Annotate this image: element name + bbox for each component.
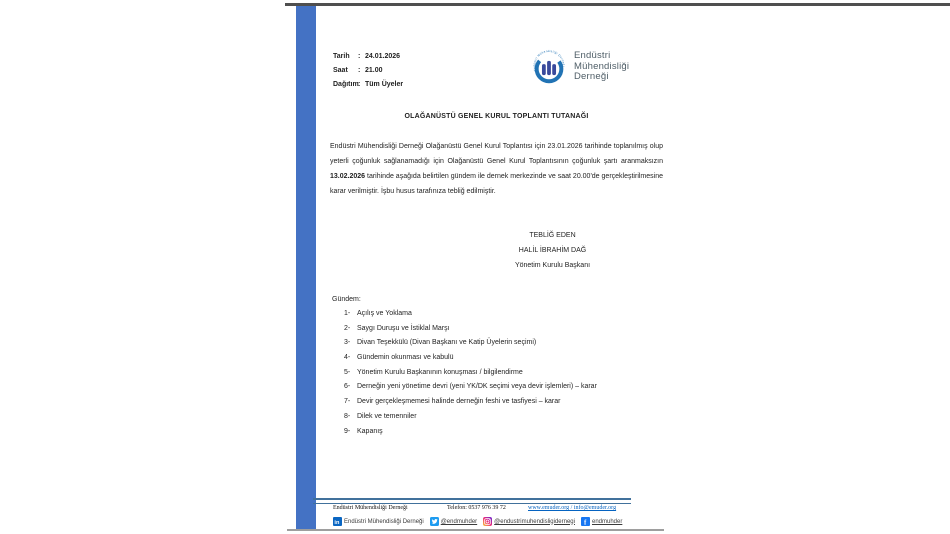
meta-separator: : [358, 80, 361, 88]
logo-arc-text: Endüstri Mühendisliği Derneği [532, 48, 566, 72]
social-item-facebook [581, 517, 622, 526]
svg-text:in: in [334, 520, 340, 526]
meta-separator: : [358, 53, 361, 60]
page-bottom-border [287, 529, 664, 531]
page-top-border [285, 3, 950, 6]
org-logo [530, 48, 629, 86]
agenda-item-number: 9- [344, 427, 351, 435]
meta-label: Dağıtım [333, 80, 359, 88]
meta-row [333, 53, 403, 67]
paragraph-text-before: Endüstri Mühendisliği Derneği Olağanüstü Genel Kurul Toplantısı için 23.01.2026 tarihinde toplanılmış olup yeterli çoğunluk sağlanamadığı için Olağanüstü Genel Kurul Toplantısının çoğunluk şartı aranmaksızın [330, 143, 663, 165]
agenda-item-number: 5- [344, 368, 351, 376]
agenda-item [344, 398, 597, 405]
svg-text:f: f [583, 518, 587, 526]
social-item-twitter [430, 517, 477, 526]
agenda-item [344, 369, 597, 376]
agenda-item-text: Devir gerçekleşmemesi halinde derneğin feshi ve tasfiyesi – karar [357, 398, 561, 406]
footer-org-name: Endüstri Mühendisliği Derneği [333, 505, 408, 511]
agenda-item [344, 339, 597, 346]
agenda-item [344, 310, 597, 317]
meta-separator: : [358, 66, 361, 74]
meta-value: 24.01.2026 [365, 53, 401, 60]
footer-phone: Telefon: 0537 976 39 72 [447, 505, 506, 511]
signature-heading: TEBLİĞ EDEN [529, 232, 576, 239]
footer-divider [313, 498, 631, 504]
footer-website-link[interactable]: www.emuder.org / info@emuder.org [528, 505, 617, 511]
twitter-icon[interactable] [430, 517, 439, 526]
meta-value: 21.00 [365, 66, 383, 74]
agenda-item-text: Saygı Duruşu ve İstiklal Marşı [357, 324, 450, 332]
meta-row [333, 81, 403, 95]
meta-value: Tüm Üyeler [365, 80, 404, 88]
facebook-icon[interactable] [581, 517, 590, 526]
agenda-item-text: Derneğin yeni yönetime devri (yeni YK/DK seçimi veya devir işlemleri) – karar [357, 383, 597, 391]
agenda-item-text: Açılış ve Yoklama [357, 310, 412, 317]
facebook-handle[interactable]: endmuhder [591, 518, 623, 525]
agenda-item [344, 354, 597, 361]
meta-row [333, 67, 403, 81]
social-item-linkedin [333, 517, 424, 526]
agenda-list [344, 310, 597, 442]
agenda-item-text: Gündemin okunması ve kabulü [357, 354, 454, 362]
agenda-item-number: 4- [344, 354, 351, 362]
logo-word-line3: Derneği [574, 71, 609, 83]
twitter-handle[interactable]: @endmuhder [440, 518, 478, 525]
left-accent-bar [296, 6, 316, 529]
agenda-item [344, 383, 597, 390]
agenda-item-text: Divan Teşekkülü (Divan Başkanı ve Katip Üyelerin seçimi) [357, 339, 537, 347]
agenda-item-number: 2- [344, 324, 351, 332]
paragraph-text-after: tarihinde aşağıda belirtilen gündem ile dernek merkezinde ve saat 20.00'de gerçekleştirilmesine karar verilmiştir. İşbu husus tarafınıza tebliğ edilmiştir. [330, 173, 663, 195]
linkedin-handle: Endüstri Mühendisliği Derneği [344, 518, 424, 525]
linkedin-icon[interactable] [333, 517, 342, 526]
agenda-item-text: Dilek ve temenniler [357, 412, 417, 420]
logo-word-line1: Endüstri [574, 50, 611, 62]
instagram-handle[interactable]: @endustrimuhendisligidernegi [494, 518, 575, 525]
agenda-item-number: 8- [344, 412, 351, 420]
org-logo-icon [530, 48, 568, 86]
org-logo-wordmark [574, 51, 629, 83]
signature-role: Yönetim Kurulu Başkanı [514, 262, 591, 270]
agenda-item [344, 325, 597, 332]
agenda-item-text: Yönetim Kurulu Başkanının konuşması / bilgilendirme [357, 368, 523, 376]
agenda-item-number: 1- [344, 310, 351, 317]
agenda-item-number: 3- [344, 339, 351, 347]
agenda-item-number: 7- [344, 398, 351, 406]
social-item-instagram [483, 517, 575, 526]
logo-word-line2: Mühendisliği [574, 60, 630, 72]
signature-block [445, 228, 660, 274]
signature-name: HALİL İBRAHİM DAĞ [518, 247, 587, 255]
instagram-icon[interactable] [483, 517, 492, 526]
meta-label: Saat [333, 66, 348, 74]
social-links-row [333, 517, 628, 526]
agenda-item [344, 413, 597, 420]
meta-label: Tarih [333, 53, 350, 60]
agenda-item-text: Kapanış [357, 427, 383, 435]
agenda-item [344, 428, 597, 435]
body-paragraph [330, 139, 663, 199]
paragraph-bold-date: 13.02.2026 [330, 173, 366, 180]
meta-fields [333, 53, 403, 94]
agenda-heading: Gündem: [332, 296, 361, 303]
agenda-item-number: 6- [344, 383, 351, 391]
document-title: OLAĞANÜSTÜ GENEL KURUL TOPLANTI TUTANAĞI [404, 113, 589, 120]
